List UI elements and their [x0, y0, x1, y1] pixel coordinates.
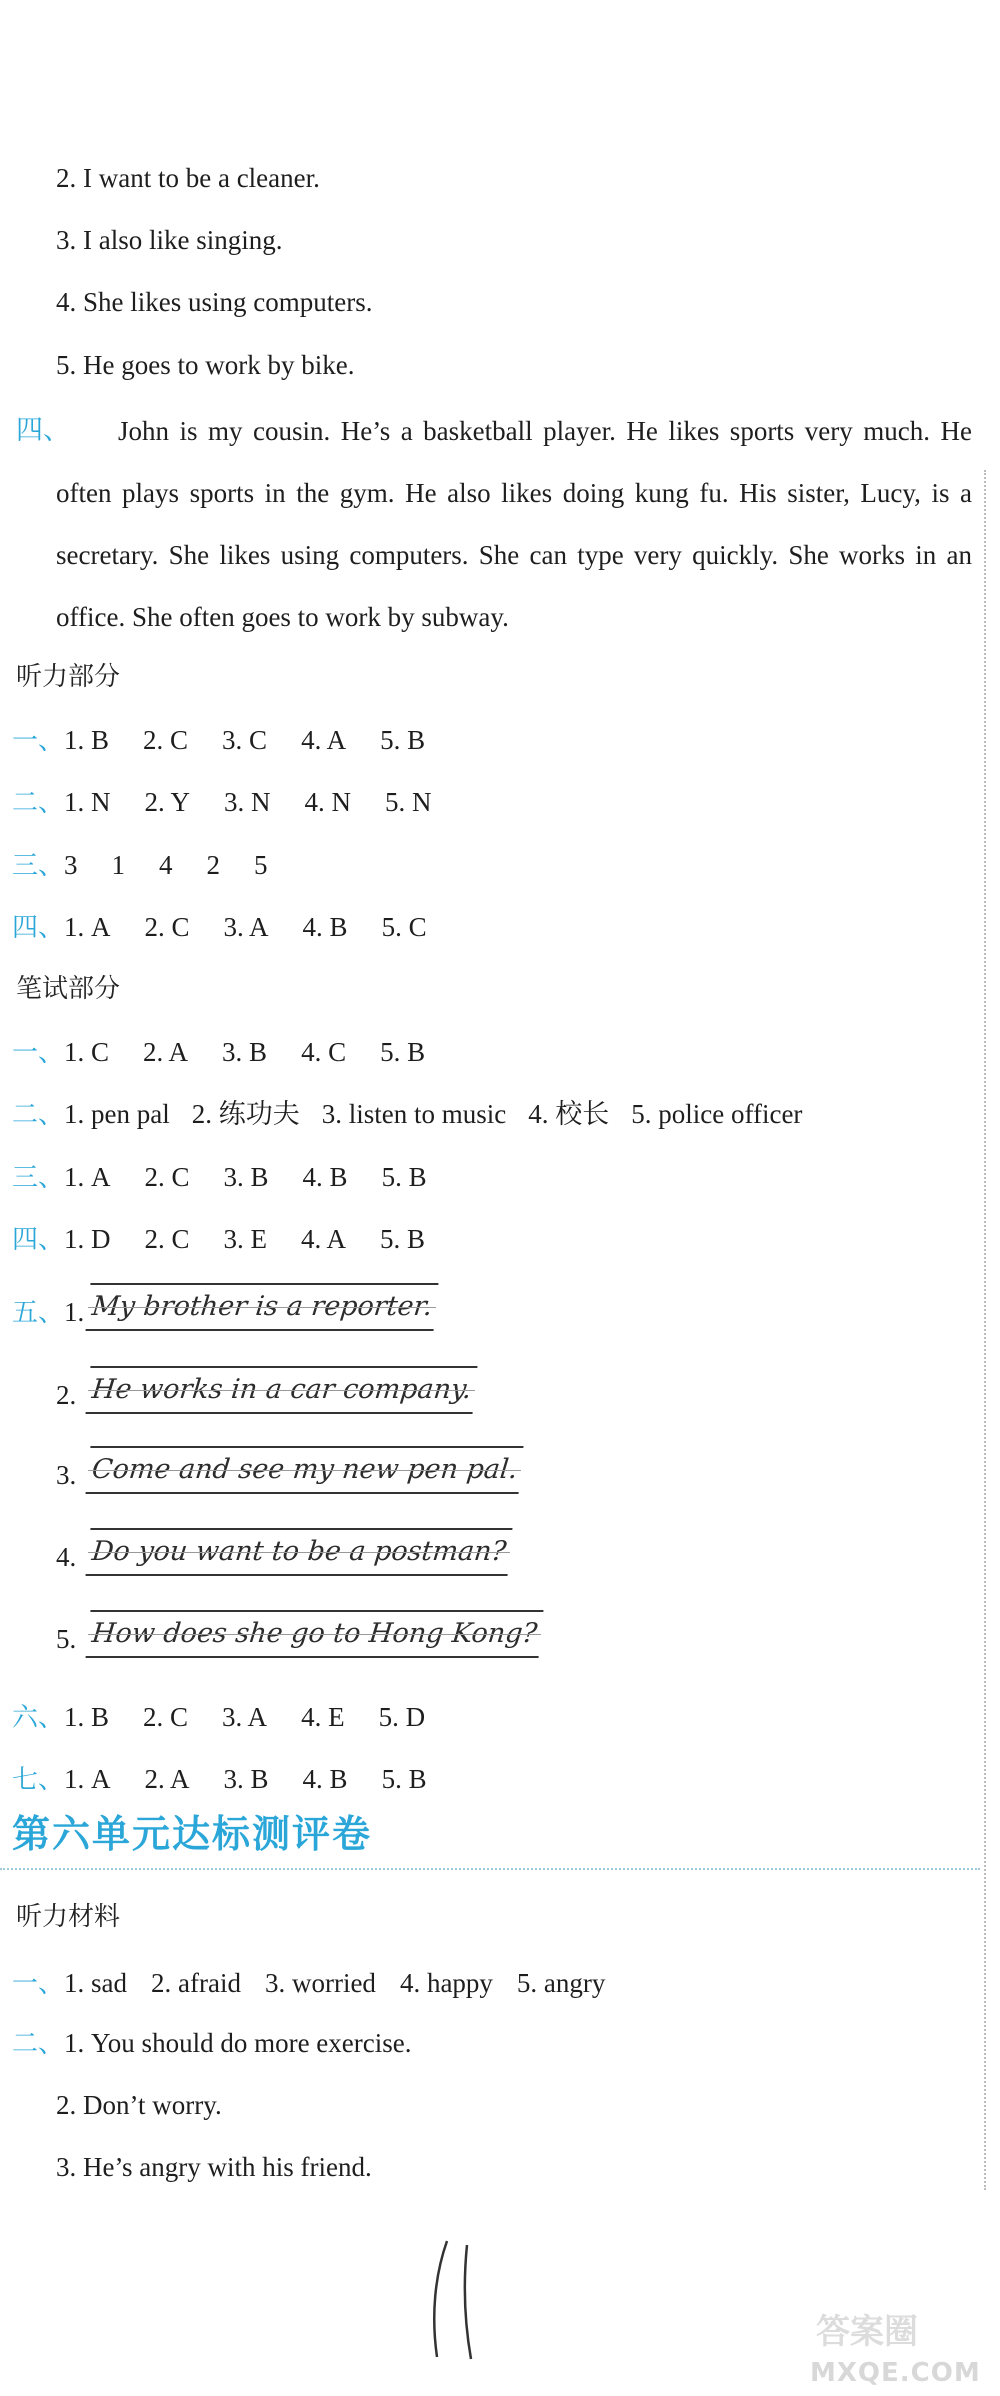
answer-item: 1. C [64, 1037, 110, 1067]
handwritten-sentence: How does she go to Hong Kong? [85, 1610, 543, 1658]
answer-item: 4. happy [399, 1968, 493, 1998]
answer-item: 5 [254, 850, 268, 880]
answer-item: 2. Y [144, 787, 191, 817]
line-number: 4. [56, 1542, 77, 1572]
answer-row [12, 1160, 427, 1195]
answer-item: 2. afraid [151, 1968, 241, 1998]
section-marker: 三、 [12, 851, 65, 881]
answer-row [12, 1035, 425, 1070]
answer-item: 3 [64, 850, 78, 880]
answer-item: 2. A [144, 1764, 190, 1794]
answer-item: 2. C [143, 725, 189, 755]
handwritten-sentence: He works in a car company. [85, 1366, 477, 1414]
line-number: 5. [56, 1624, 77, 1654]
section-marker: 七、 [12, 1765, 65, 1795]
answer-row [12, 1700, 425, 1735]
answer-item: 2. C [143, 1702, 189, 1732]
section-marker: 一、 [12, 1038, 65, 1068]
answer-item: 1. N [64, 787, 111, 817]
answer-item: 4. A [301, 1224, 347, 1254]
answer-item: 2. C [144, 1224, 190, 1254]
section-marker: 五、 [12, 1298, 65, 1328]
section-marker: 二、 [12, 2029, 65, 2059]
answer-item: 2. C [144, 912, 190, 942]
answer-row [12, 910, 427, 945]
section-marker: 二、 [12, 788, 65, 818]
section-marker: 三、 [12, 1163, 65, 1193]
handwritten-sentence: Come and see my new pen pal. [85, 1446, 523, 1494]
line-number: 2. [56, 1380, 77, 1410]
answer-row [12, 1966, 605, 2001]
section-marker: 二、 [12, 1100, 65, 1130]
watermark-logo [806, 2300, 996, 2390]
answer-item: 4. B [302, 912, 348, 942]
answer-item: 2. A [143, 1037, 189, 1067]
answer-item: 3. worried [264, 1968, 376, 1998]
answer-item: 3. B [223, 1764, 269, 1794]
section-marker: 四、 [12, 1225, 65, 1255]
answer-row [12, 2026, 411, 2061]
answer-item: 4. 校长 [528, 1099, 610, 1129]
answer-item: 4. B [302, 1764, 348, 1794]
answer-item: 5. B [380, 1224, 426, 1254]
section-heading-materials: 听力材料 [16, 1902, 121, 1932]
answer-item: 5. N [385, 787, 432, 817]
handwritten-sentence: Do you want to be a postman? [85, 1528, 512, 1576]
answer-row [12, 723, 425, 758]
answer-row [12, 785, 432, 820]
answer-item: 2. C [144, 1162, 190, 1192]
answer-item: 1. A [64, 1764, 111, 1794]
passage [16, 400, 972, 648]
answer-item: 4. N [304, 787, 352, 817]
answer-item: 4 [159, 850, 173, 880]
answer-item: 3. listen to music [321, 1099, 507, 1129]
watermark-url: MXQE.COM [810, 2358, 981, 2388]
handwritten-sentence: My brother is a reporter. [85, 1283, 438, 1331]
answer-item: 5. angry [516, 1968, 606, 1998]
answer-item: 5. B [380, 725, 426, 755]
answer-line: 2. Don’t worry. [56, 2090, 222, 2120]
answer-row [12, 1222, 425, 1257]
answer-item: 1. B [64, 1702, 110, 1732]
section-heading-listening: 听力部分 [16, 662, 121, 692]
answer-item: 1. sad [64, 1968, 128, 1998]
answer-item: 4. A [301, 725, 347, 755]
answer-item: 3. B [223, 1162, 269, 1192]
answer-item: 3. B [222, 1037, 268, 1067]
section-marker: 六、 [12, 1703, 65, 1733]
section-heading-written: 笔试部分 [16, 974, 121, 1004]
answer-item: 3. A [222, 1702, 268, 1732]
answer-line: 2. I want to be a cleaner. [56, 163, 320, 193]
handwriting-row [12, 1295, 84, 1330]
answer-item: 5. B [381, 1162, 427, 1192]
answer-item: 3. E [223, 1224, 268, 1254]
answer-item: 5. C [381, 912, 427, 942]
section-marker: 一、 [12, 1969, 65, 1999]
section-marker: 一、 [12, 726, 65, 756]
answer-item: 4. E [301, 1702, 345, 1732]
answer-item: 3. A [223, 912, 269, 942]
answer-item: 1. You should do more exercise. [64, 2028, 412, 2058]
answer-item: 4. C [301, 1037, 347, 1067]
answer-item: 3. N [224, 787, 271, 817]
answer-item: 1. A [64, 1162, 111, 1192]
answer-item: 1 [111, 850, 126, 880]
line-number: 1. [64, 1297, 85, 1327]
section-marker: 四、 [12, 913, 65, 943]
answer-item: 1. A [64, 912, 111, 942]
watermark-text: 答案圈 [816, 2312, 918, 2352]
unit-title: 第六单元达标测评卷 [12, 1812, 373, 1856]
passage-text: John is my cousin. He’s a basketball player. He likes sports very much. He often plays sports in the gym. He also likes doing kung fu. His sister, Lucy, is a secretary. She likes using computers. She can type very quickly. She works in an office. She often goes to work by subway. [56, 416, 972, 632]
answer-item: 5. D [378, 1702, 426, 1732]
answer-line: 3. He’s angry with his friend. [56, 2152, 372, 2182]
answer-item: 1. D [64, 1224, 111, 1254]
section-marker: 四、 [16, 415, 70, 446]
answer-item: 1. pen pal [64, 1099, 170, 1129]
margin-divider [984, 470, 986, 2190]
answer-item: 2. 练功夫 [191, 1099, 300, 1129]
answer-row [12, 848, 268, 883]
answer-item: 5. police officer [631, 1099, 803, 1129]
handwritten-mark [425, 2235, 495, 2365]
answer-item: 5. B [380, 1037, 426, 1067]
answer-row [12, 1097, 802, 1132]
answer-item: 3. C [222, 725, 268, 755]
answer-line: 5. He goes to work by bike. [56, 350, 355, 380]
line-number: 3. [56, 1460, 77, 1490]
answer-item: 2 [206, 850, 221, 880]
title-divider [0, 1868, 980, 1870]
answer-item: 1. B [64, 725, 110, 755]
answer-item: 4. B [302, 1162, 348, 1192]
answer-item: 5. B [381, 1764, 427, 1794]
answer-line: 4. She likes using computers. [56, 287, 373, 317]
answer-row [12, 1762, 427, 1797]
answer-line: 3. I also like singing. [56, 225, 283, 255]
